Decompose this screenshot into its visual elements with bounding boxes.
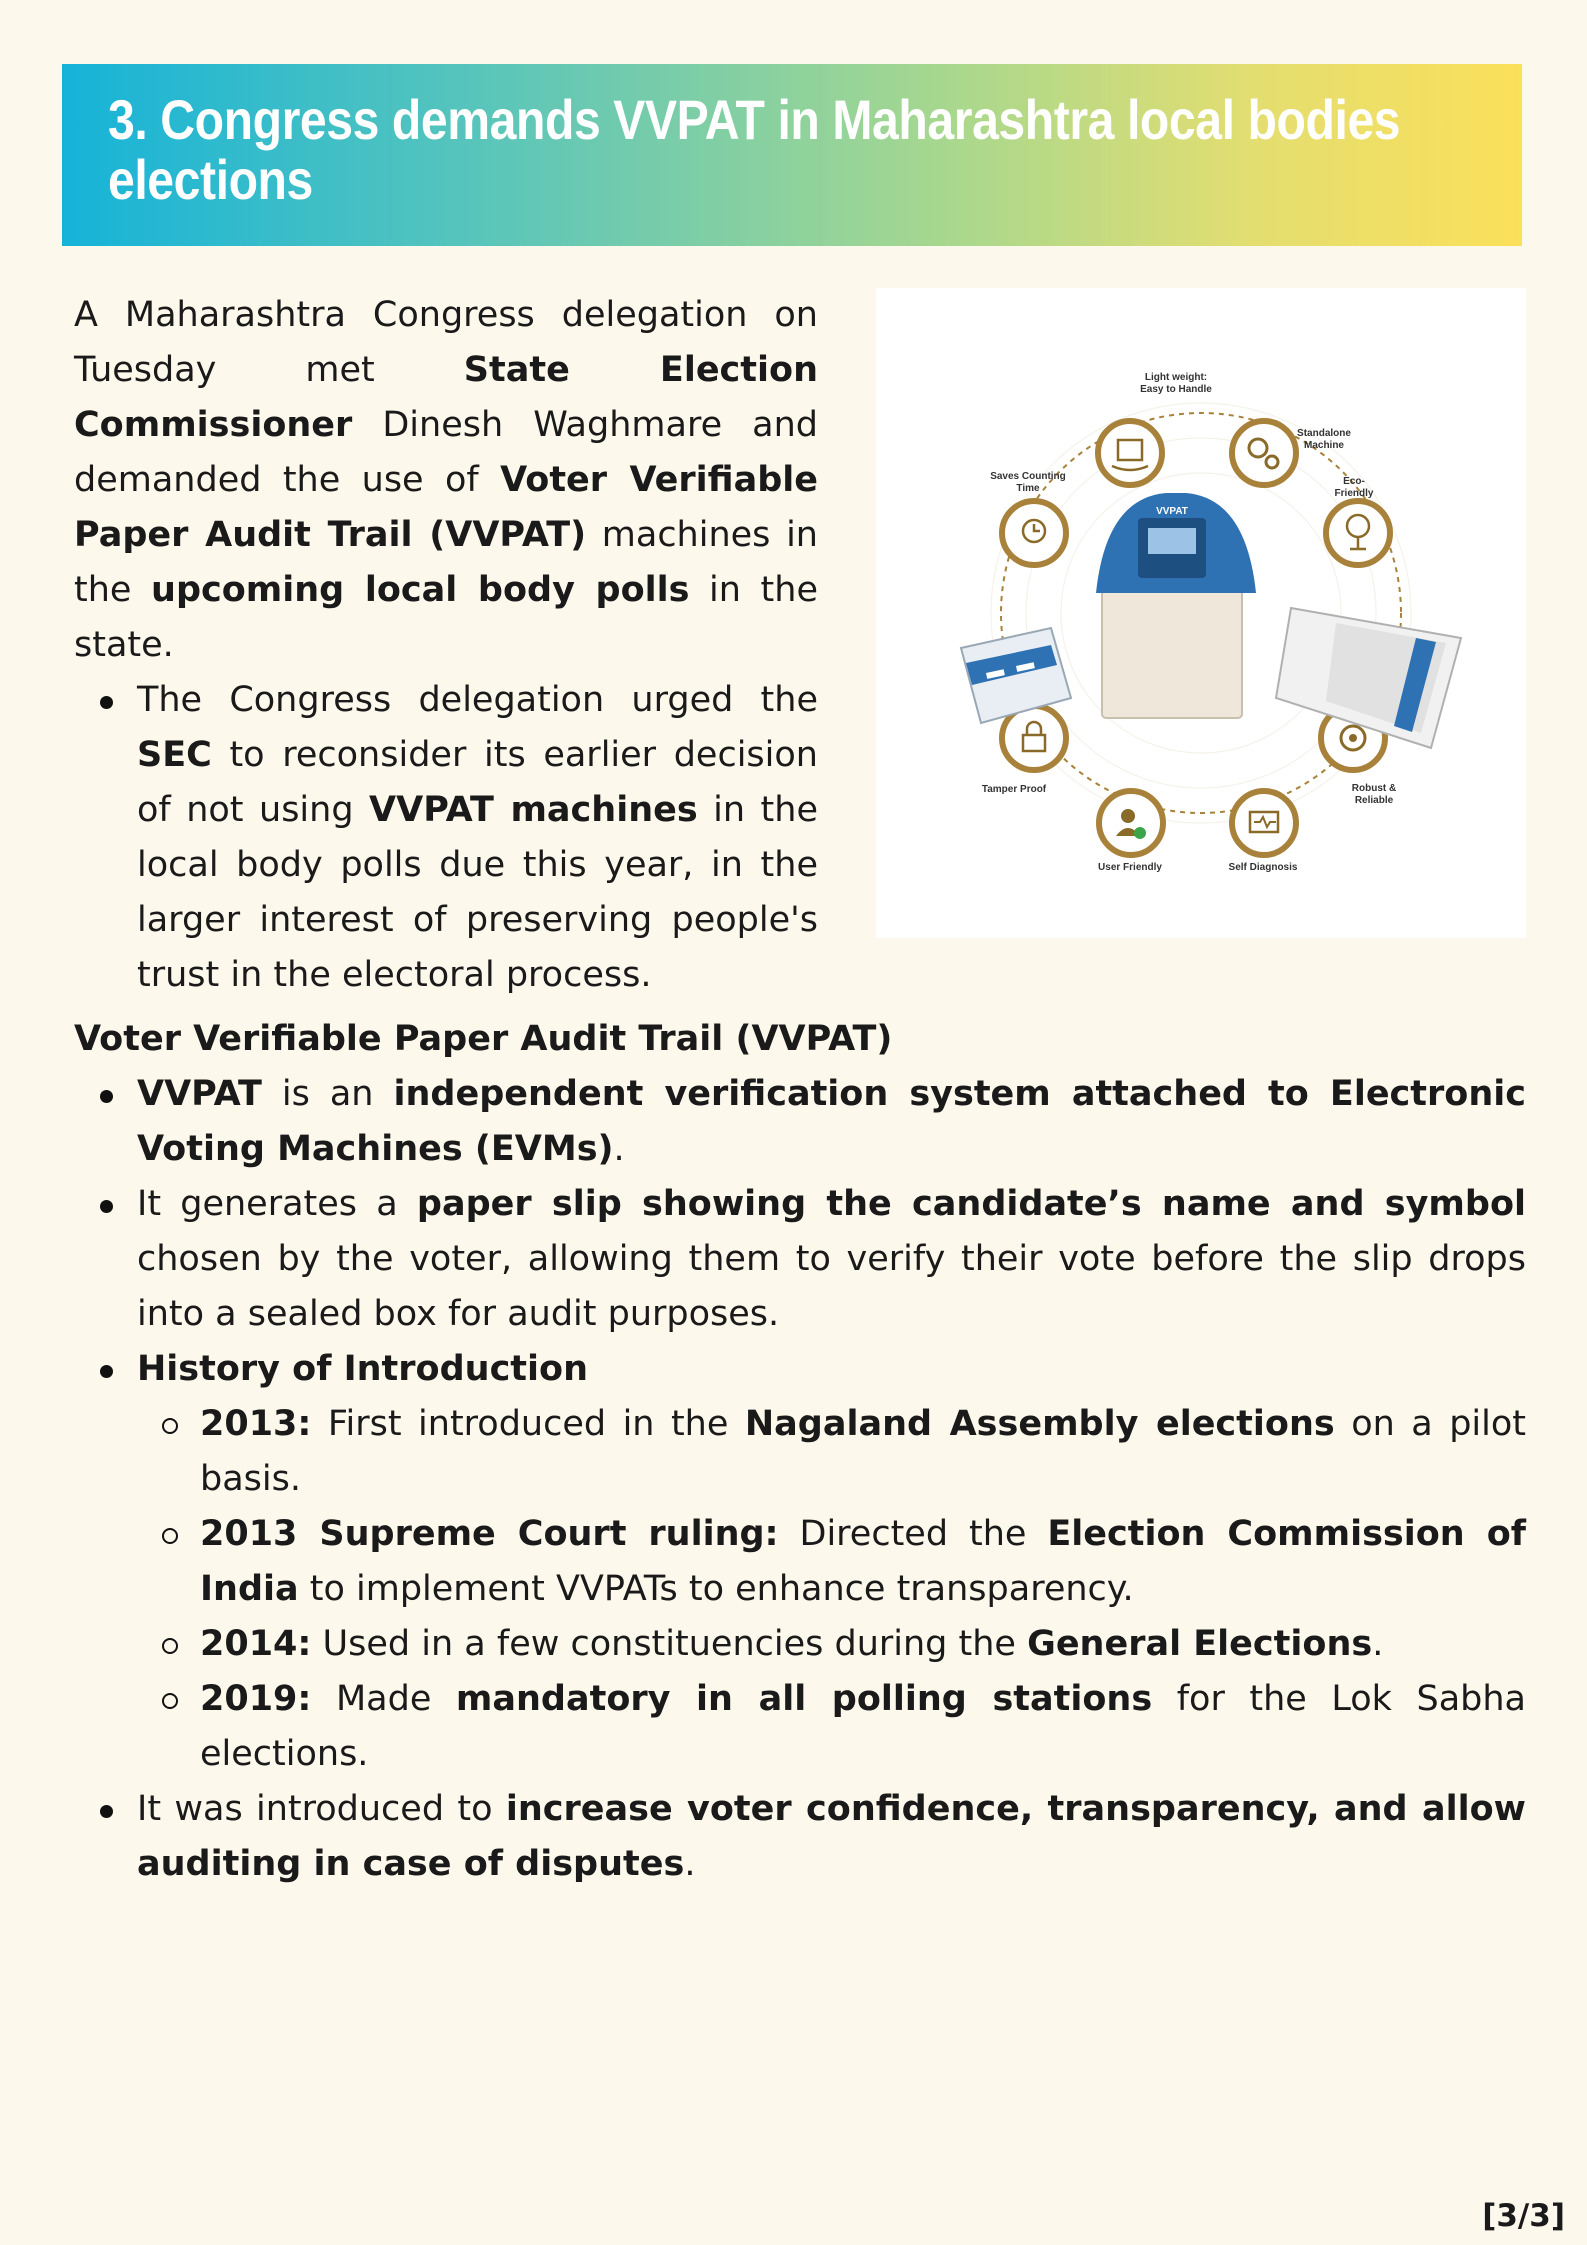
- intro-text: Dinesh Waghmare and demanded the use of: [74, 405, 818, 500]
- history-list: [137, 1397, 1526, 1782]
- history-text: .: [1372, 1624, 1384, 1664]
- label-light-weight: Light weight:: [1144, 372, 1208, 383]
- bullet-bold: independent verification system attached to Electronic Voting Machines (EVMs): [137, 1074, 1527, 1169]
- bullet-text: It was introduced to: [137, 1789, 506, 1829]
- history-text: Used in a few constituencies during the: [311, 1624, 1028, 1664]
- vvpat-infographic: [876, 288, 1526, 938]
- page-number: [3/3]: [1482, 2198, 1565, 2234]
- history-item: [137, 1397, 1526, 1507]
- standalone-machine-icon: [1232, 421, 1296, 485]
- label-friendly: Friendly: [1334, 488, 1374, 499]
- vvpat-bullets: [74, 1067, 1526, 1892]
- bullet-text: It generates a: [137, 1184, 417, 1224]
- intro-bold: Voter Verifiable Paper Audit Trail (VVPAT): [74, 460, 818, 555]
- label-eco: Eco-: [1343, 476, 1365, 487]
- history-year: 2014:: [200, 1624, 312, 1664]
- history-bold: General Elections: [1027, 1624, 1373, 1664]
- intro-paragraph: [74, 288, 818, 673]
- label-user-friendly: User Friendly: [1098, 862, 1162, 873]
- list-item: [74, 1067, 1526, 1177]
- history-year: 2013:: [200, 1404, 312, 1444]
- history-text: Directed the: [778, 1514, 1048, 1554]
- bullet-text: .: [684, 1844, 696, 1884]
- vvpat-badge-label: VVPAT: [1156, 506, 1188, 517]
- label-easy-to-handle: Easy to Handle: [1140, 384, 1212, 395]
- history-year: 2013 Supreme Court ruling:: [200, 1514, 779, 1554]
- list-item: [74, 673, 818, 1003]
- light-weight-icon: [1098, 421, 1162, 485]
- label-robust: Robust &: [1351, 783, 1397, 794]
- label-machine: Machine: [1303, 440, 1345, 451]
- label-standalone: Standalone: [1297, 428, 1351, 439]
- history-bold: Election Commission of India: [200, 1514, 1526, 1609]
- ballot-unit-illustration: [1276, 608, 1461, 748]
- vvpat-section: [74, 1012, 1526, 1892]
- vvpat-machine-illustration: [1096, 493, 1256, 718]
- history-year: 2019:: [200, 1679, 312, 1719]
- saves-counting-time-icon: [1002, 501, 1066, 565]
- label-reliable: Reliable: [1354, 795, 1394, 806]
- history-item: [137, 1672, 1526, 1782]
- history-text: First introduced in the: [311, 1404, 745, 1444]
- history-heading: History of Introduction: [137, 1349, 589, 1389]
- page-title: 3. Congress demands VVPAT in Maharashtra local bodies elections: [108, 88, 1401, 211]
- history-item: [137, 1507, 1526, 1617]
- intro-text: machines in the: [74, 515, 818, 610]
- bullet-bold: VVPAT: [137, 1074, 262, 1114]
- intro-block: [74, 288, 818, 1003]
- title-banner: [62, 64, 1522, 246]
- bullet-text: in the local body polls due this year, in the larger interest of preserving people's trust in the electoral process.: [137, 790, 818, 995]
- history-bold: mandatory in all polling stations: [455, 1679, 1153, 1719]
- bullet-text: The Congress delegation urged the: [137, 680, 818, 720]
- label-tamper-proof: Tamper Proof: [981, 784, 1047, 795]
- intro-bullets: [74, 673, 818, 1003]
- history-text: for the Lok Sabha elections.: [200, 1679, 1526, 1774]
- vvpat-infographic-svg: [876, 288, 1526, 938]
- history-text: Made: [311, 1679, 456, 1719]
- bullet-text: to reconsider its earlier decision of not using: [137, 735, 818, 830]
- intro-bold: State Election Commissioner: [74, 350, 818, 445]
- bullet-bold: paper slip showing the candidate’s name and symbol: [416, 1184, 1526, 1224]
- history-item: [137, 1617, 1526, 1672]
- bullet-text: .: [613, 1129, 625, 1169]
- list-item: [74, 1782, 1526, 1892]
- intro-text: A Maharashtra Congress delegation on Tuesday met: [74, 295, 818, 390]
- self-diagnosis-icon: [1232, 791, 1296, 855]
- history-bold: Nagaland Assembly elections: [744, 1404, 1335, 1444]
- intro-bold: upcoming local body polls: [151, 570, 690, 610]
- label-self-diagnosis: Self Diagnosis: [1228, 862, 1298, 873]
- label-time: Time: [1016, 483, 1040, 494]
- bullet-text: chosen by the voter, allowing them to verify their vote before the slip drops into a sealed box for audit purposes.: [137, 1239, 1526, 1334]
- list-item: [74, 1342, 1526, 1782]
- user-friendly-icon: [1099, 791, 1163, 855]
- eco-friendly-icon: [1326, 501, 1390, 565]
- section-title: Voter Verifiable Paper Audit Trail (VVPAT): [74, 1019, 893, 1059]
- history-text: on a pilot basis.: [200, 1404, 1527, 1499]
- intro-text: in the state.: [74, 570, 818, 665]
- tamper-proof-icon: [1002, 706, 1066, 770]
- list-item: [74, 1177, 1526, 1342]
- bullet-bold: increase voter confidence, transparency, and allow auditing in case of disputes: [137, 1789, 1526, 1884]
- bullet-bold: SEC: [137, 735, 212, 775]
- bullet-text: is an: [261, 1074, 394, 1114]
- history-text: to implement VVPATs to enhance transparency.: [298, 1569, 1134, 1609]
- bullet-bold: VVPAT machines: [369, 790, 698, 830]
- label-saves-counting: Saves Counting: [990, 471, 1066, 482]
